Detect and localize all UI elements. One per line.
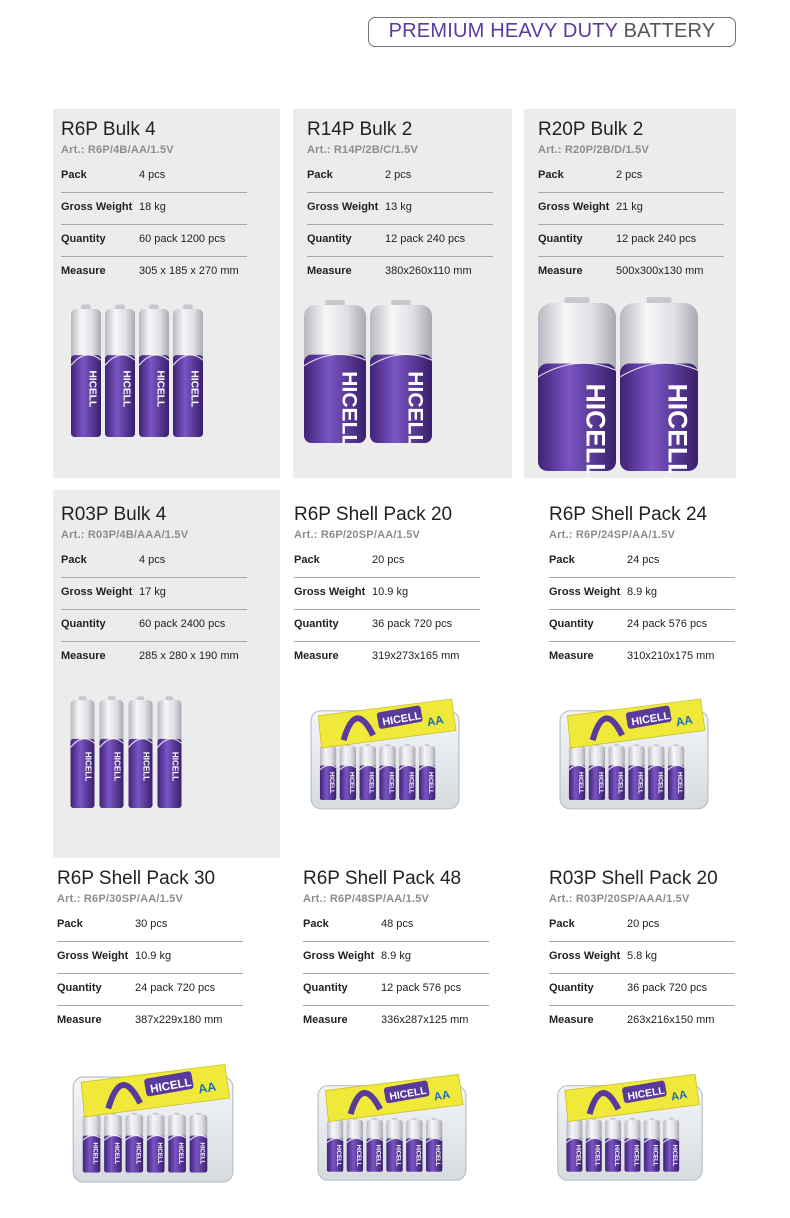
spec-measure-row <box>294 642 480 674</box>
spec-quantity-label: Quantity <box>57 982 102 994</box>
spec-pack-row <box>303 910 489 942</box>
spec-pack-value: 2 pcs <box>385 169 412 181</box>
battery-cell-icon <box>104 1113 122 1173</box>
svg-text:HICELL: HICELL <box>427 771 434 794</box>
spec-gross-weight-row <box>307 193 493 225</box>
battery-cell-icon <box>625 1118 641 1172</box>
battery-cell-icon <box>569 744 585 800</box>
spec-quantity-label: Quantity <box>61 233 106 245</box>
spec-pack-row <box>61 161 247 193</box>
svg-text:HICELL: HICELL <box>580 383 611 473</box>
spec-table <box>61 546 247 674</box>
spec-pack-row <box>549 910 735 942</box>
spec-quantity-value: 60 pack 2400 pcs <box>139 618 226 630</box>
svg-text:HICELL: HICELL <box>676 771 683 794</box>
spec-measure-row <box>307 257 493 289</box>
spec-quantity-value: 24 pack 720 pcs <box>135 982 216 994</box>
spec-pack-value: 4 pcs <box>139 554 166 566</box>
battery-cell-icon <box>538 297 616 473</box>
spec-pack-label: Pack <box>61 554 87 566</box>
svg-text:HICELL: HICELL <box>656 771 663 794</box>
product-card <box>281 490 509 858</box>
spec-pack-label: Pack <box>549 554 575 566</box>
spec-table <box>549 910 735 1038</box>
product-card <box>44 860 274 1218</box>
product-image <box>62 289 212 444</box>
spec-measure-row <box>549 642 735 674</box>
product-image <box>534 295 702 478</box>
spec-table <box>57 910 243 1038</box>
spec-measure-value: 305 x 185 x 270 mm <box>139 265 239 277</box>
spec-gross-weight-label: Gross Weight <box>57 950 129 962</box>
battery-cell-icon <box>663 1118 679 1172</box>
spec-pack-row <box>294 546 480 578</box>
battery-cell-icon <box>620 297 698 473</box>
battery-cell-icon <box>71 305 101 437</box>
battery-cell-icon <box>320 744 336 800</box>
svg-text:HICELL: HICELL <box>593 1144 600 1167</box>
spec-quantity-row <box>303 974 489 1006</box>
product-title: R03P Bulk 4 <box>61 504 167 525</box>
svg-text:HICELL: HICELL <box>388 1085 428 1104</box>
spec-measure-label: Measure <box>549 650 594 662</box>
spec-quantity-label: Quantity <box>307 233 352 245</box>
svg-text:HICELL: HICELL <box>367 771 374 794</box>
spec-quantity-row <box>61 225 247 257</box>
product-title: R6P Shell Pack 24 <box>549 504 708 525</box>
svg-text:HICELL: HICELL <box>381 709 422 729</box>
spec-pack-row <box>307 161 493 193</box>
svg-text:HICELL: HICELL <box>347 771 354 794</box>
spec-measure-row <box>61 642 247 674</box>
svg-text:HICELL: HICELL <box>155 1142 162 1165</box>
spec-measure-label: Measure <box>57 1014 102 1026</box>
battery-cell-icon <box>589 744 605 800</box>
svg-text:HICELL: HICELL <box>141 751 151 782</box>
spec-gross-weight-row <box>303 942 489 974</box>
svg-text:HICELL: HICELL <box>112 751 122 782</box>
spec-pack-value: 20 pcs <box>627 918 660 930</box>
article-number: Art.: R6P/4B/AA/1.5V <box>61 144 174 156</box>
spec-gross-weight-label: Gross Weight <box>61 586 133 598</box>
battery-cell-icon <box>126 1113 144 1173</box>
article-number: Art.: R20P/2B/D/1.5V <box>538 144 649 156</box>
product-card <box>524 109 736 478</box>
spec-gross-weight-value: 13 kg <box>385 201 412 213</box>
spec-measure-label: Measure <box>307 265 352 277</box>
spec-gross-weight-row <box>61 578 247 610</box>
battery-cell-icon <box>399 744 415 800</box>
battery-cell-icon <box>605 1118 621 1172</box>
spec-quantity-value: 36 pack 720 pcs <box>627 982 708 994</box>
svg-text:HICELL: HICELL <box>337 371 361 445</box>
spec-pack-row <box>61 546 247 578</box>
battery-cell-icon <box>367 1118 383 1172</box>
article-number: Art.: R6P/30SP/AA/1.5V <box>57 893 184 905</box>
spec-table <box>307 161 493 289</box>
svg-text:HICELL: HICELL <box>177 1142 184 1165</box>
battery-cell-icon <box>190 1113 208 1173</box>
product-image <box>546 680 722 825</box>
article-number: Art.: R03P/20SP/AAA/1.5V <box>549 893 690 905</box>
svg-text:HICELL: HICELL <box>387 771 394 794</box>
spec-pack-row <box>549 546 735 578</box>
spec-quantity-label: Quantity <box>549 982 594 994</box>
spec-gross-weight-value: 17 kg <box>139 586 166 598</box>
svg-text:HICELL: HICELL <box>188 370 200 408</box>
spec-gross-weight-label: Gross Weight <box>303 950 375 962</box>
battery-cell-icon <box>379 744 395 800</box>
svg-text:HICELL: HICELL <box>671 1144 678 1167</box>
svg-text:HICELL: HICELL <box>596 771 603 794</box>
spec-table <box>61 161 247 289</box>
header-accent-text: PREMIUM HEAVY DUTY <box>388 20 618 42</box>
spec-gross-weight-label: Gross Weight <box>307 201 379 213</box>
product-image <box>297 680 473 825</box>
spec-measure-label: Measure <box>538 265 583 277</box>
battery-cell-icon <box>628 744 644 800</box>
spec-quantity-label: Quantity <box>61 618 106 630</box>
product-image <box>304 1056 480 1196</box>
svg-text:HICELL: HICELL <box>134 1142 141 1165</box>
svg-text:HICELL: HICELL <box>616 771 623 794</box>
svg-text:AA: AA <box>197 1079 218 1097</box>
svg-text:HICELL: HICELL <box>394 1144 401 1167</box>
spec-quantity-label: Quantity <box>294 618 339 630</box>
spec-gross-weight-value: 8.9 kg <box>627 586 657 598</box>
battery-cell-icon <box>158 696 182 808</box>
spec-measure-label: Measure <box>549 1014 594 1026</box>
spec-quantity-value: 60 pack 1200 pcs <box>139 233 226 245</box>
battery-cell-icon <box>340 744 356 800</box>
product-card <box>536 490 766 858</box>
svg-text:HICELL: HICELL <box>662 383 693 473</box>
spec-quantity-value: 12 pack 240 pcs <box>385 233 466 245</box>
spec-measure-row <box>538 257 724 289</box>
spec-quantity-value: 12 pack 576 pcs <box>381 982 462 994</box>
product-card <box>293 109 512 478</box>
product-card <box>53 109 280 478</box>
svg-text:HICELL: HICELL <box>354 1144 361 1167</box>
article-number: Art.: R6P/48SP/AA/1.5V <box>303 893 430 905</box>
svg-text:HICELL: HICELL <box>198 1142 205 1165</box>
spec-pack-label: Pack <box>294 554 320 566</box>
svg-text:HICELL: HICELL <box>374 1144 381 1167</box>
spec-pack-value: 4 pcs <box>139 169 166 181</box>
spec-gross-weight-row <box>549 578 735 610</box>
spec-gross-weight-value: 18 kg <box>139 201 166 213</box>
spec-quantity-value: 24 pack 576 pcs <box>627 618 708 630</box>
spec-gross-weight-row <box>538 193 724 225</box>
svg-text:HICELL: HICELL <box>613 1144 620 1167</box>
svg-text:HICELL: HICELL <box>577 771 584 794</box>
svg-text:HICELL: HICELL <box>626 1085 666 1103</box>
product-card <box>290 860 520 1218</box>
spec-quantity-row <box>549 610 735 642</box>
svg-text:HICELL: HICELL <box>630 709 671 729</box>
spec-table <box>294 546 480 674</box>
spec-measure-value: 500x300x130 mm <box>616 265 704 277</box>
svg-text:HICELL: HICELL <box>86 370 98 408</box>
spec-gross-weight-label: Gross Weight <box>538 201 610 213</box>
spec-quantity-value: 36 pack 720 pcs <box>372 618 453 630</box>
svg-text:HICELL: HICELL <box>636 771 643 794</box>
spec-quantity-row <box>538 225 724 257</box>
battery-cell-icon <box>147 1113 165 1173</box>
spec-measure-value: 285 x 280 x 190 mm <box>139 650 239 662</box>
battery-cell-icon <box>83 1113 101 1173</box>
spec-gross-weight-value: 21 kg <box>616 201 643 213</box>
spec-measure-value: 263x216x150 mm <box>627 1014 715 1026</box>
product-image <box>58 1044 248 1199</box>
spec-quantity-label: Quantity <box>303 982 348 994</box>
spec-quantity-value: 12 pack 240 pcs <box>616 233 697 245</box>
spec-quantity-row <box>294 610 480 642</box>
battery-cell-icon <box>327 1118 343 1172</box>
product-title: R20P Bulk 2 <box>538 119 644 140</box>
svg-text:HICELL: HICELL <box>632 1144 639 1167</box>
product-title: R14P Bulk 2 <box>307 119 413 140</box>
spec-measure-label: Measure <box>294 650 339 662</box>
svg-text:HICELL: HICELL <box>328 771 335 794</box>
battery-cell-icon <box>386 1118 402 1172</box>
spec-quantity-row <box>307 225 493 257</box>
svg-text:HICELL: HICELL <box>120 370 132 408</box>
svg-text:AA: AA <box>432 1088 452 1104</box>
spec-measure-value: 387x229x180 mm <box>135 1014 223 1026</box>
spec-measure-row <box>303 1006 489 1038</box>
product-title: R6P Bulk 4 <box>61 119 156 140</box>
battery-cell-icon <box>71 696 95 808</box>
svg-text:HICELL: HICELL <box>414 1144 421 1167</box>
product-card <box>53 490 280 858</box>
spec-pack-row <box>538 161 724 193</box>
product-title: R03P Shell Pack 20 <box>549 868 718 889</box>
battery-cell-icon <box>426 1118 442 1172</box>
battery-cell-icon <box>105 305 135 437</box>
spec-measure-label: Measure <box>61 265 106 277</box>
svg-text:HICELL: HICELL <box>434 1144 441 1167</box>
spec-quantity-row <box>549 974 735 1006</box>
spec-pack-label: Pack <box>61 169 87 181</box>
spec-quantity-label: Quantity <box>549 618 594 630</box>
battery-cell-icon <box>304 300 366 445</box>
spec-pack-value: 30 pcs <box>135 918 168 930</box>
battery-cell-icon <box>644 1118 660 1172</box>
spec-measure-value: 380x260x110 mm <box>385 265 472 277</box>
spec-pack-value: 20 pcs <box>372 554 405 566</box>
spec-measure-value: 336x287x125 mm <box>381 1014 469 1026</box>
battery-cell-icon <box>139 305 169 437</box>
spec-table <box>538 161 724 289</box>
svg-text:HICELL: HICELL <box>149 1076 193 1096</box>
spec-pack-row <box>57 910 243 942</box>
product-image <box>56 688 196 815</box>
svg-text:HICELL: HICELL <box>170 751 180 782</box>
battery-cell-icon <box>173 305 203 437</box>
spec-pack-value: 2 pcs <box>616 169 643 181</box>
battery-cell-icon <box>100 696 124 808</box>
spec-gross-weight-value: 10.9 kg <box>372 586 409 598</box>
spec-gross-weight-label: Gross Weight <box>61 201 133 213</box>
battery-cell-icon <box>360 744 376 800</box>
svg-text:HICELL: HICELL <box>154 370 166 408</box>
spec-gross-weight-row <box>57 942 243 974</box>
page-header-badge <box>368 17 736 47</box>
battery-cell-icon <box>370 300 432 445</box>
spec-gross-weight-value: 8.9 kg <box>381 950 411 962</box>
product-title: R6P Shell Pack 48 <box>303 868 462 889</box>
spec-quantity-row <box>57 974 243 1006</box>
svg-text:HICELL: HICELL <box>91 1142 98 1165</box>
spec-gross-weight-value: 10.9 kg <box>135 950 172 962</box>
spec-measure-row <box>61 257 247 289</box>
spec-table <box>303 910 489 1038</box>
spec-measure-value: 310x210x175 mm <box>627 650 715 662</box>
spec-gross-weight-label: Gross Weight <box>549 950 621 962</box>
spec-pack-label: Pack <box>538 169 564 181</box>
spec-measure-value: 319x273x165 mm <box>372 650 460 662</box>
svg-text:HICELL: HICELL <box>407 771 414 794</box>
battery-cell-icon <box>129 696 153 808</box>
product-title: R6P Shell Pack 30 <box>57 868 216 889</box>
spec-quantity-row <box>61 610 247 642</box>
spec-pack-label: Pack <box>57 918 83 930</box>
spec-measure-row <box>57 1006 243 1038</box>
spec-pack-label: Pack <box>307 169 333 181</box>
spec-measure-row <box>549 1006 735 1038</box>
spec-pack-value: 48 pcs <box>381 918 414 930</box>
svg-text:HICELL: HICELL <box>651 1144 658 1167</box>
battery-cell-icon <box>406 1118 422 1172</box>
svg-text:AA: AA <box>674 713 694 730</box>
battery-cell-icon <box>609 744 625 800</box>
product-card <box>536 860 766 1218</box>
battery-cell-icon <box>168 1113 186 1173</box>
svg-text:HICELL: HICELL <box>403 371 427 445</box>
spec-gross-weight-value: 5.8 kg <box>627 950 657 962</box>
svg-text:AA: AA <box>670 1088 689 1104</box>
spec-pack-label: Pack <box>549 918 575 930</box>
spec-gross-weight-row <box>549 942 735 974</box>
svg-text:HICELL: HICELL <box>113 1142 120 1165</box>
battery-cell-icon <box>586 1118 602 1172</box>
svg-text:AA: AA <box>425 713 445 730</box>
spec-quantity-label: Quantity <box>538 233 583 245</box>
product-title: R6P Shell Pack 20 <box>294 504 453 525</box>
spec-gross-weight-row <box>294 578 480 610</box>
spec-pack-label: Pack <box>303 918 329 930</box>
article-number: Art.: R03P/4B/AAA/1.5V <box>61 529 189 541</box>
header-plain-text: BATTERY <box>623 20 716 42</box>
spec-gross-weight-row <box>61 193 247 225</box>
spec-measure-label: Measure <box>303 1014 348 1026</box>
article-number: Art.: R6P/24SP/AA/1.5V <box>549 529 676 541</box>
article-number: Art.: R6P/20SP/AA/1.5V <box>294 529 421 541</box>
battery-cell-icon <box>347 1118 363 1172</box>
spec-pack-value: 24 pcs <box>627 554 660 566</box>
article-number: Art.: R14P/2B/C/1.5V <box>307 144 418 156</box>
spec-gross-weight-label: Gross Weight <box>549 586 621 598</box>
svg-text:HICELL: HICELL <box>574 1144 581 1167</box>
product-image <box>544 1056 716 1196</box>
battery-cell-icon <box>668 744 684 800</box>
battery-cell-icon <box>419 744 435 800</box>
spec-measure-label: Measure <box>61 650 106 662</box>
spec-gross-weight-label: Gross Weight <box>294 586 366 598</box>
spec-table <box>549 546 735 674</box>
svg-text:HICELL: HICELL <box>83 751 93 782</box>
battery-cell-icon <box>566 1118 582 1172</box>
product-image <box>293 295 443 450</box>
battery-cell-icon <box>648 744 664 800</box>
svg-text:HICELL: HICELL <box>335 1144 342 1167</box>
